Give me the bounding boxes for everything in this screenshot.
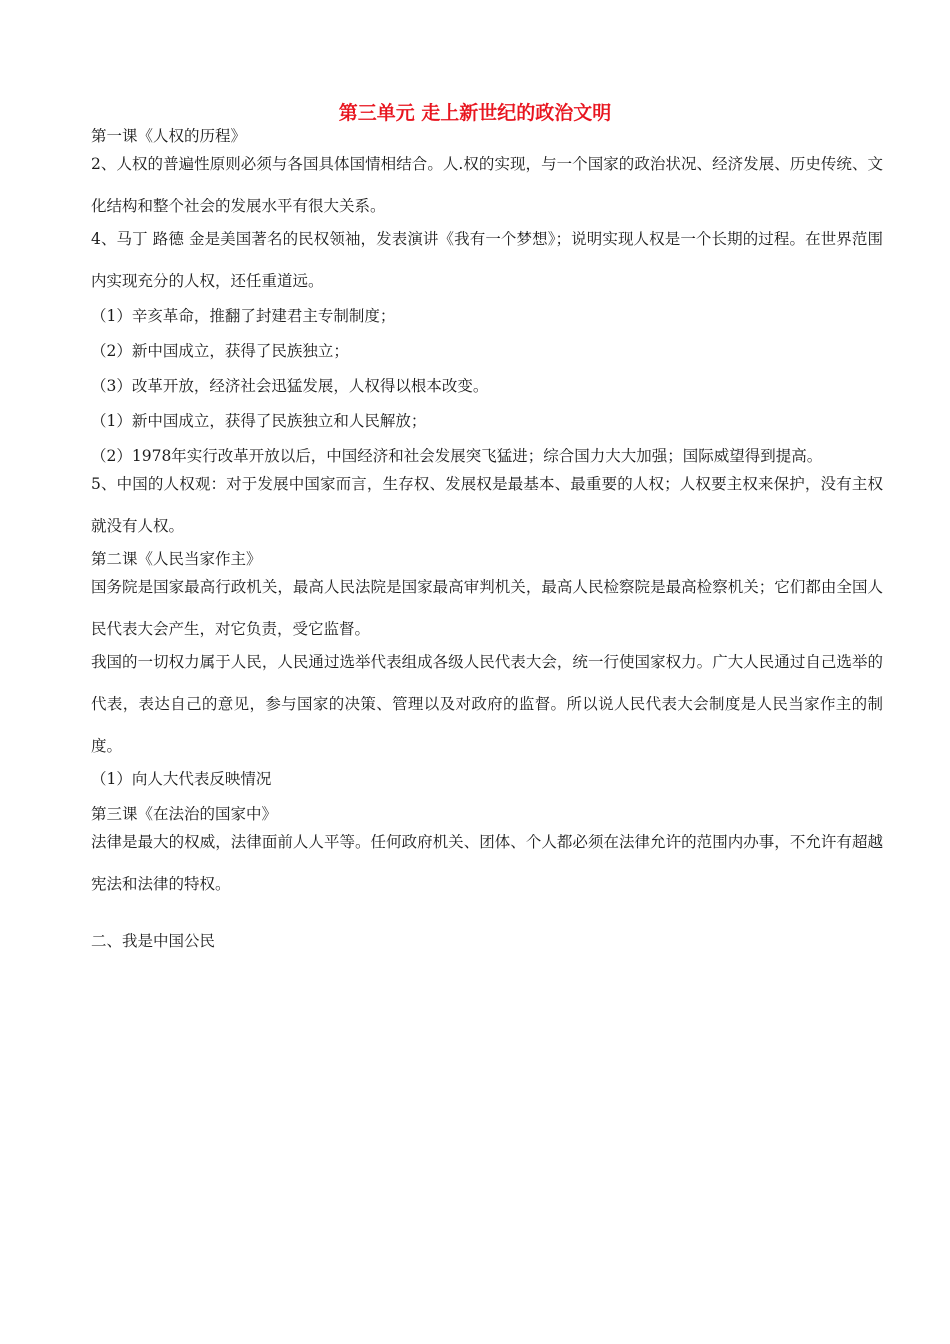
paragraph-point-2: 2、人权的普遍性原则必须与各国具体国情相结合。人.权的实现，与一个国家的政治状况、经济发展、历史传统、文化结构和整个社会的发展水平有很大关系。	[91, 155, 883, 215]
paragraph-point-5: 5、中国的人权观：对于发展中国家而言，生存权、发展权是最基本、最重要的人权；人权要主权来保护，没有主权就没有人权。	[91, 475, 883, 535]
section-heading: 二、我是中国公民	[91, 932, 216, 950]
list-item: （1）新中国成立，获得了民族独立和人民解放；	[91, 412, 427, 430]
list-item: （1）辛亥革命，推翻了封建君主专制制度；	[91, 307, 396, 325]
paragraph-rule-of-law: 法律是最大的权威，法律面前人人平等。任何政府机关、团体、个人都必须在法律允许的范围内办事，不允许有超越宪法和法律的特权。	[91, 833, 883, 893]
list-item: （2）新中国成立，获得了民族独立；	[91, 342, 349, 360]
paragraph-state-organs: 国务院是国家最高行政机关，最高人民法院是国家最高审判机关，最高人民检察院是最高检察机关；它们都由全国人民代表大会产生，对它负责，受它监督。	[91, 578, 883, 638]
document-body	[91, 124, 883, 953]
lesson-heading-1: 第一课《人权的历程》	[91, 127, 247, 145]
list-item: （2）1978年实行改革开放以后，中国经济和社会发展突飞猛进；综合国力大大加强；国际威望得到提高。	[91, 447, 823, 465]
paragraph-peoples-power: 我国的一切权力属于人民，人民通过选举代表组成各级人民代表大会，统一行使国家权力。广大人民通过自己选举的代表，表达自己的意见，参与国家的决策、管理以及对政府的监督。所以说人民代表大会制度是人民当家作主的制度。	[91, 653, 883, 755]
list-item: （3）改革开放，经济社会迅猛发展，人权得以根本改变。	[91, 377, 489, 395]
document-title: 第三单元 走上新世纪的政治文明	[338, 102, 612, 124]
lesson-heading-3: 第三课《在法治的国家中》	[91, 805, 278, 823]
list-item: （1）向人大代表反映情况	[91, 770, 272, 788]
lesson-heading-2: 第二课《人民当家作主》	[91, 550, 262, 568]
paragraph-point-4: 4、马丁 路德 金是美国著名的民权领袖，发表演讲《我有一个梦想》；说明实现人权是一个长期的过程。在世界范围内实现充分的人权，还任重道远。	[91, 230, 883, 290]
